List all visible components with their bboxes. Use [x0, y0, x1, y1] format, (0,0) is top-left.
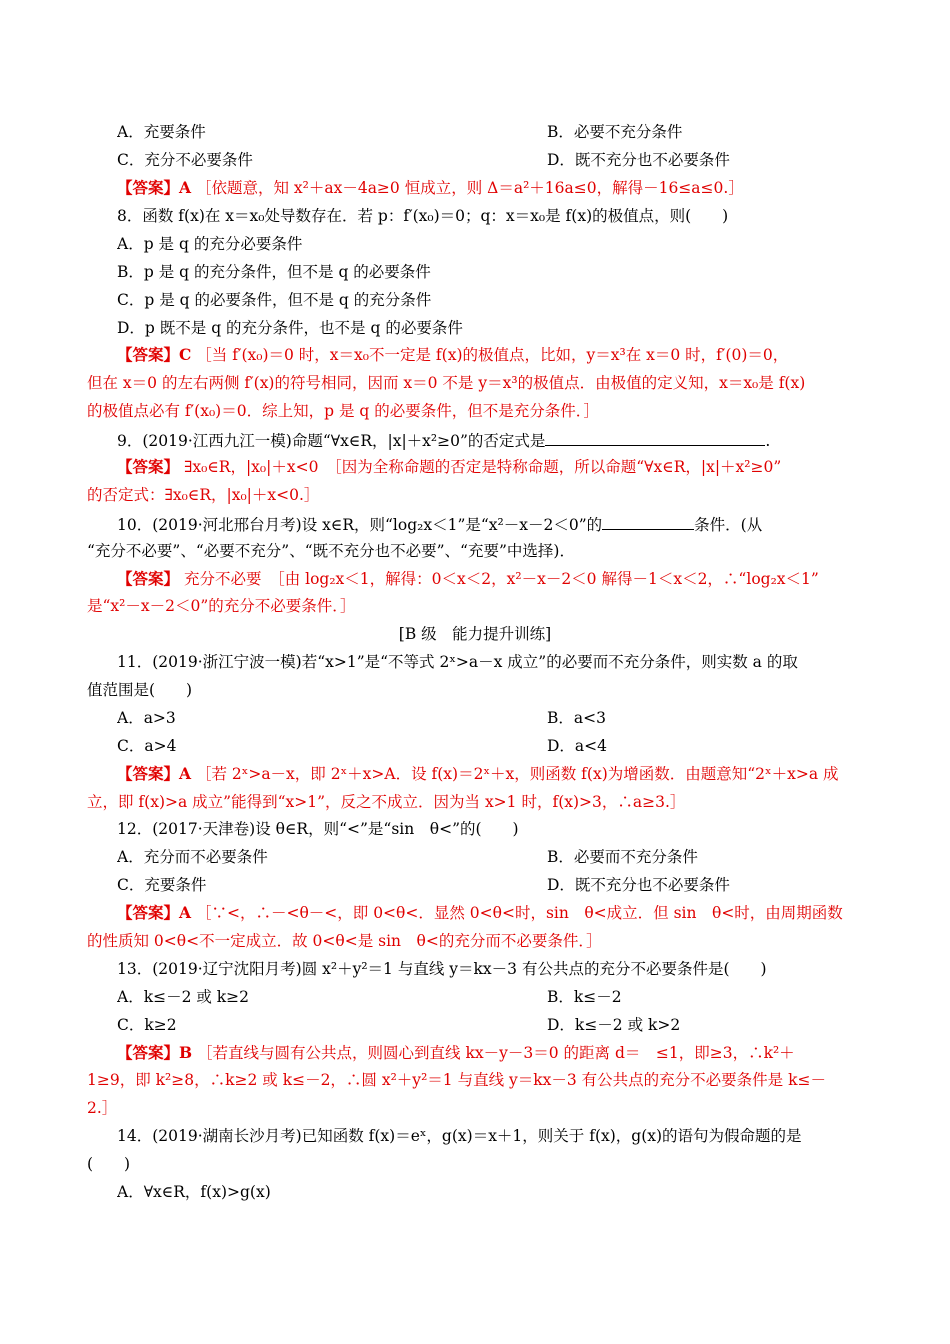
answer-text: 的否定式：∃x₀∈R，|x₀|＋x<0.］: [87, 486, 320, 504]
answer-text: ［依题意，知 x²＋ax－4a≥0 恒成立，则 Δ＝a²＋16a≤0，解得－16≤a≤0.］: [195, 179, 744, 197]
option-c: C．a>4: [117, 737, 177, 755]
option-line: [117, 1015, 865, 1035]
answer-text: 是“x²－x－2＜0”的充分不必要条件．］: [87, 597, 356, 615]
fill-blank: [545, 429, 765, 446]
answer-tag: 【答案】A: [117, 178, 192, 197]
answer-tag: 【答案】C: [117, 345, 192, 364]
answer-text: ［若直线与圆有公共点，则圆心到直线 kx－y－3＝0 的距离 d＝ ≤1，即≥3，∴k²＋: [197, 1044, 795, 1062]
answer-line: [117, 764, 865, 784]
option-c: C．k≥2: [117, 1016, 177, 1034]
option-a: A．∀x∈R，f(x)>g(x): [117, 1183, 271, 1201]
answer-tag: 【答案】: [117, 569, 180, 588]
answer-tag: 【答案】A: [117, 903, 192, 922]
answer-tag: 【答案】: [117, 457, 180, 476]
option-a: A．p 是 q 的充分必要条件: [117, 235, 303, 253]
section-heading: [B 级 能力提升训练]: [398, 625, 552, 643]
option-a: A．k≤－2 或 k≥2: [117, 988, 250, 1006]
question-11: 11．(2019·浙江宁波一模)若“x>1”是“不等式 2ˣ>a－x 成立”的必要而不充分条件，则实数 a 的取: [117, 653, 798, 671]
option-line: [117, 875, 865, 895]
answer-text: ［当 f′(x₀)＝0 时，x＝x₀不一定是 f(x)的极值点，比如，y＝x³在 x＝0 时，f′(0)＝0，: [196, 346, 789, 364]
option-line: [117, 708, 865, 728]
question-12: 12．(2017·天津卷)设 θ∈R，则“<”是“sin θ<”的( ): [117, 820, 519, 838]
question-text: “充分不必要”、“必要不充分”、“既不充分也不必要”、“充要”中选择)．: [87, 542, 575, 560]
answer-text: 但在 x＝0 的左右两侧 f′(x)的符号相同，因而 x＝0 不是 y＝x³的极值点．由极值的定义知，x＝x₀是 f(x): [87, 374, 806, 392]
answer-line: [117, 903, 865, 923]
option-b: B．p 是 q 的充分条件，但不是 q 的必要条件: [117, 263, 431, 281]
option-line: [117, 736, 865, 756]
option-c: C．p 是 q 的必要条件，但不是 q 的充分条件: [117, 291, 432, 309]
answer-text: ［若 2ˣ>a－x，即 2ˣ＋x>A．设 f(x)＝2ˣ＋x，则函数 f(x)为增函数．由题意知“2ˣ＋x>a 成: [195, 765, 839, 783]
answer-text: 立，即 f(x)>a 成立”能得到“x>1”，反之不成立．因为当 x>1 时，f(x)>3，∴a≥3.］: [87, 793, 686, 811]
answer-text: ∃x₀∈R，|x₀|＋x<0 ［因为全称命题的否定是特称命题，所以命题“∀x∈R，|x|＋x²≥0”: [183, 458, 782, 476]
option-d: D．既不充分也不必要条件: [547, 151, 730, 169]
answer-line: [117, 569, 865, 589]
answer-text: 的性质知 0<θ<不一定成立．故 0<θ<是 sin θ<的充分而不必要条件．］: [87, 932, 602, 950]
option-line: [117, 987, 865, 1007]
option-a: A．充要条件: [117, 123, 206, 141]
answer-line: [117, 345, 865, 365]
option-d: D．既不充分也不必要条件: [547, 876, 730, 894]
question-14: 14．(2019·湖南长沙月考)已知函数 f(x)＝eˣ，g(x)＝x＋1，则关于 f(x)，g(x)的语句为假命题的是: [117, 1127, 802, 1145]
answer-text: 1≥9，即 k²≥8，∴k≥2 或 k≤－2，∴圆 x²＋y²＝1 与直线 y＝kx－3 有公共点的充分不必要条件是 k≤－: [87, 1071, 826, 1089]
option-c: C．充分不必要条件: [117, 151, 253, 169]
option-d: D．p 既不是 q 的充分条件，也不是 q 的必要条件: [117, 319, 463, 337]
option-b: B．必要而不充分条件: [547, 848, 698, 866]
question-text: ( ): [87, 1155, 131, 1173]
question-8: 8．函数 f(x)在 x＝x₀处导数存在．若 p：f′(x₀)＝0；q：x＝x₀是 f(x)的极值点，则( ): [117, 207, 729, 225]
answer-text: 2.］: [87, 1099, 118, 1117]
answer-tag: 【答案】A: [117, 764, 192, 783]
answer-text: 充分不必要 ［由 log₂x＜1，解得：0＜x＜2，x²－x－2＜0 解得－1＜x＜2，∴“log₂x＜1”: [183, 570, 819, 588]
option-a: A．a>3: [117, 709, 176, 727]
question-10: [117, 513, 865, 535]
question-13: 13．(2019·辽宁沈阳月考)圆 x²＋y²＝1 与直线 y＝kx－3 有公共点的充分不必要条件是( ): [117, 960, 767, 978]
answer-line: [117, 457, 865, 477]
answer-line: [117, 1043, 865, 1063]
option-d: D．k≤－2 或 k>2: [547, 1016, 681, 1034]
question-text: 值范围是( ): [87, 681, 193, 699]
question-text: 10．(2019·河北邢台月考)设 x∈R，则“log₂x＜1”是“x²－x－2＜0”的: [117, 516, 603, 534]
answer-text: ［∵<，∴－<θ－<，即 0<θ<．显然 0<θ<时，sin θ<成立．但 sin θ<时，由周期函数: [195, 904, 843, 922]
option-c: C．充要条件: [117, 876, 207, 894]
question-text: 9．(2019·江西九江一模)命题“∀x∈R，|x|＋x²≥0”的否定式是: [117, 432, 546, 450]
option-b: B．a<3: [547, 709, 606, 727]
option-line: [117, 122, 865, 142]
option-line: [117, 150, 865, 170]
answer-tag: 【答案】B: [117, 1043, 193, 1062]
fill-blank: [602, 513, 694, 530]
question-9: [117, 429, 865, 451]
answer-text: 的极值点必有 f′(x₀)＝0．综上知，p 是 q 的必要条件，但不是充分条件．］: [87, 402, 599, 420]
question-end: 条件．(从: [694, 516, 763, 534]
option-d: D．a<4: [547, 737, 608, 755]
option-b: B．k≤－2: [547, 988, 622, 1006]
option-b: B．必要不充分条件: [547, 123, 683, 141]
answer-line: [117, 178, 865, 198]
option-a: A．充分而不必要条件: [117, 848, 268, 866]
option-line: [117, 847, 865, 867]
question-end: .: [765, 432, 771, 450]
